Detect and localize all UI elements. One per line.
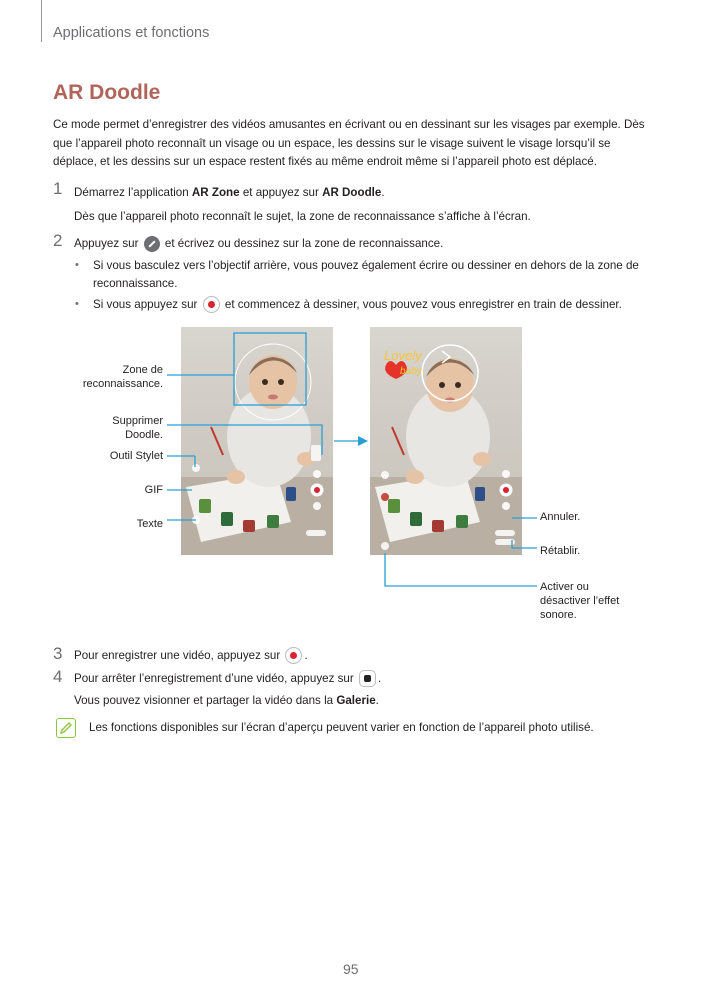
step-2-bullet-1: Si vous basculez vers l’objectif arrière, vous pouvez également écrire ou dessiner en dehors de la zone de reconnaissance.: [93, 259, 639, 290]
arrow-head: [358, 436, 368, 446]
note-pencil-icon: [57, 719, 75, 737]
label-stylet: Outil Stylet: [109, 450, 163, 462]
line-son: [385, 553, 537, 586]
step-1-post: .: [381, 186, 385, 199]
intro-paragraph: Ce mode permet d’enregistrer des vidéos amusantes en écrivant ou en dessinant sur les visages par exemple. Dès que l’appareil photo reconnaît un visage ou un espace, les dessins sur le visage suivent le visage lorsqu’il se déplace, et les dessins sur un espace restent fixés au même endroit même si l’appareil photo est déplacé.: [53, 118, 645, 168]
gallery-name: Galerie: [336, 694, 376, 707]
note-text: Les fonctions disponibles sur l’écran d’aperçu peuvent varier en fonction de l’appareil photo utilisé.: [89, 721, 594, 734]
label-retablir: Rétablir.: [540, 545, 581, 557]
note-icon: [56, 718, 76, 738]
step-4-number: 4: [53, 667, 63, 686]
bullet-2-pre: Si vous appuyez sur: [93, 298, 198, 311]
step-3-pre: Pour enregistrer une vidéo, appuyez sur: [74, 649, 281, 662]
step-1-app-name: AR Zone: [191, 186, 240, 199]
bullet-2-post: et commencez à dessiner, vous pouvez vous enregistrer en train de dessiner.: [224, 298, 622, 311]
step-1-mid: et appuyez sur: [239, 186, 323, 199]
bullet-dot: •: [75, 259, 79, 271]
label-supprimer: Supprimer Doodle.: [112, 415, 163, 441]
zone-frame: [234, 333, 306, 405]
step-2-post: et écrivez ou dessinez sur la zone de reconnaissance.: [164, 237, 444, 250]
doodle-baby: baby: [400, 366, 422, 377]
label-zone: Zone de reconnaissance.: [82, 364, 163, 390]
record-icon: [285, 647, 302, 664]
step-1-mode-name: AR Doodle: [322, 186, 382, 199]
line-retablir: [512, 540, 537, 548]
label-son: Activer ou désactiver l’effet sonore.: [540, 581, 620, 621]
step-3-number: 3: [53, 644, 63, 663]
step-2-pre: Appuyez sur: [74, 237, 139, 250]
step-3-post: .: [304, 649, 308, 662]
page-title: AR Doodle: [53, 81, 161, 104]
step-4-pre: Pour arrêter l’enregistrement d’une vidéo, appuyez sur: [74, 672, 354, 685]
step-4-sub-post: .: [375, 694, 379, 707]
label-gif: GIF: [144, 484, 163, 496]
step-3-text: [74, 647, 308, 664]
step-4-text: [74, 670, 381, 687]
step-1-pre: Démarrez l’application: [74, 186, 192, 199]
step-2-number: 2: [53, 231, 63, 250]
step-1-subtext: Dès que l’appareil photo reconnaît le sujet, la zone de reconnaissance s’affiche à l’écran.: [74, 210, 531, 223]
stop-icon: [359, 670, 376, 687]
section-header: Applications et fonctions: [53, 25, 210, 41]
page-number: 95: [343, 961, 359, 977]
step-1-number: 1: [53, 179, 63, 198]
line-supprimer: [167, 425, 322, 455]
step-4-sub-pre: Vous pouvez visionner et partager la vidéo dans la: [74, 694, 337, 707]
doodle-lovely: Lovely: [384, 348, 422, 363]
label-texte: Texte: [136, 518, 163, 530]
step-4-post: .: [377, 672, 382, 685]
bullet-dot: •: [75, 298, 79, 310]
label-annuler: Annuler.: [540, 511, 581, 523]
step-4-subtext: [74, 692, 379, 709]
